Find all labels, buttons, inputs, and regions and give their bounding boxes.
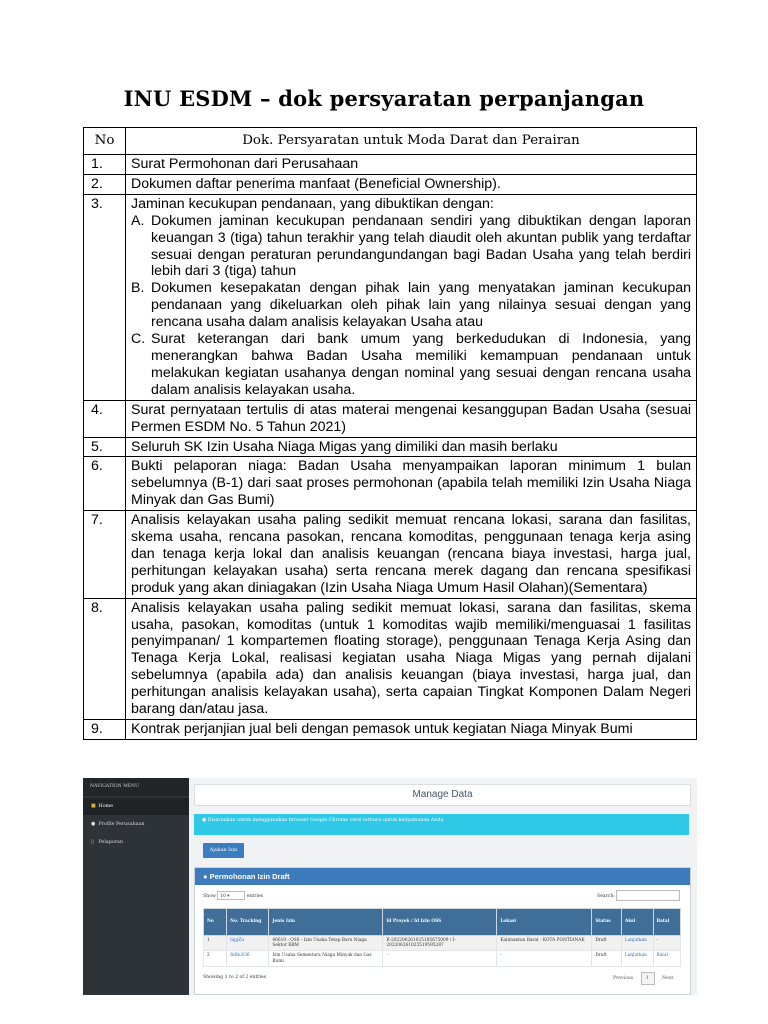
row-no: 4. xyxy=(84,400,126,437)
row-text: Surat Permohonan dari Perusahaan xyxy=(126,155,697,175)
entries-select-value: 10 xyxy=(220,894,226,899)
column-header[interactable]: No. Tracking xyxy=(227,909,269,936)
tracking-link[interactable]: InRn3O6 xyxy=(227,951,269,966)
manage-data-title: Manage Data xyxy=(194,784,691,806)
row-text: Kontrak perjanjian jual beli dengan pemasok untuk kegiatan Niaga Minyak Bumi xyxy=(126,720,697,740)
panel-title: Permohonan Izin Draft xyxy=(209,872,290,881)
batal-link[interactable]: Batal xyxy=(653,951,680,966)
lanjutkan-link[interactable]: Lanjutkan xyxy=(621,936,653,951)
panel-header xyxy=(195,868,690,885)
table-row xyxy=(204,936,681,951)
sub-item xyxy=(131,331,691,399)
previous-button[interactable]: Previous xyxy=(613,976,634,981)
search-input[interactable] xyxy=(616,890,680,901)
row-no: 5. xyxy=(84,437,126,457)
sidebar xyxy=(83,778,189,995)
cell: - xyxy=(653,936,680,951)
table-row xyxy=(84,174,697,194)
row-no: 2. xyxy=(84,174,126,194)
app-screenshot xyxy=(83,778,697,995)
sub-item-label: B. xyxy=(131,280,145,297)
showing-entries-text: Showing 1 to 2 of 2 entries xyxy=(203,975,267,980)
info-icon: ● xyxy=(202,818,207,823)
cell: Izin Usaha Sementara Niaga Minyak dan Gas Bumi xyxy=(269,951,383,966)
column-header[interactable]: No xyxy=(204,909,227,936)
sidebar-item-label: Pelaporan xyxy=(98,840,123,845)
next-button[interactable]: Next xyxy=(662,976,674,981)
tracking-link[interactable]: lajgZu xyxy=(227,936,269,951)
header-no: No xyxy=(84,128,126,155)
row-no: 1. xyxy=(84,155,126,175)
row-text: Surat pernyataan tertulis di atas materai mengenai kesanggupan Badan Usaha (sesuai Permen ESDM No. 5 Tahun 2021) xyxy=(126,400,697,437)
row-text: Bukti pelaporan niaga: Badan Usaha menyampaikan laporan minimum 1 bulan sebelumnya (B-1) dari saat proses permohonan (apabila telah memiliki Izin Usaha Niaga Minyak dan Gas Bumi) xyxy=(126,457,697,511)
table-header-row xyxy=(204,909,681,936)
sub-item-text: Dokumen jaminan kecukupan pendanaan sendiri yang dibuktikan dengan laporan keuangan 3 (tiga) tahun terakhir yang telah diaudit oleh akuntan publik yang terdaftar sesuai dengan peraturan perundangundangan bagi Badan Usaha yang telah berdiri lebih dari 3 (tiga) tahun xyxy=(151,212,691,280)
entries-select[interactable]: 10 ▾ xyxy=(217,891,245,900)
users-icon: ● xyxy=(203,872,208,881)
sub-item-label: A. xyxy=(131,212,145,229)
pagination xyxy=(613,972,673,985)
sidebar-item-home[interactable] xyxy=(83,798,189,815)
cell: Kalimantan Barat - KOTA PONTIANAK xyxy=(497,936,592,951)
sub-item-label: C. xyxy=(131,331,146,348)
row-text: Seluruh SK Izin Usaha Niaga Migas yang dimiliki dan masih berlaku xyxy=(126,437,697,457)
table-header-row xyxy=(84,128,697,155)
draft-table xyxy=(203,908,681,967)
table-row xyxy=(84,400,697,437)
sidebar-item-label: Profile Perusahaan xyxy=(98,822,145,827)
sidebar-item-pelaporan[interactable] xyxy=(83,834,189,851)
row-text-group xyxy=(126,194,697,400)
table-row xyxy=(84,155,697,175)
column-header[interactable]: Aksi xyxy=(621,909,653,936)
search-label: Search: xyxy=(597,894,615,899)
draft-panel xyxy=(194,867,691,995)
document-icon: ▯ xyxy=(91,839,94,845)
table-row xyxy=(84,720,697,740)
home-icon: ■ xyxy=(91,803,96,809)
cell: - xyxy=(383,951,497,966)
row-no: 3. xyxy=(84,194,126,400)
cell: 46610 - OSS - Izin Usaha Tetap Baru Niaga Sektor BBM xyxy=(269,936,383,951)
document-title: INU ESDM – dok persyaratan perpanjangan xyxy=(123,86,645,111)
table-row xyxy=(84,437,697,457)
sub-item xyxy=(131,280,691,331)
cell: 1 xyxy=(204,936,227,951)
row-text: Dokumen daftar penerima manfaat (Beneficial Ownership). xyxy=(126,174,697,194)
lanjutkan-link[interactable]: Lanjutkan xyxy=(621,951,653,966)
table-row xyxy=(84,511,697,599)
info-alert xyxy=(194,814,689,835)
table-row xyxy=(204,951,681,966)
cell: 2 xyxy=(204,951,227,966)
sub-item-text: Dokumen kesepakatan dengan pihak lain yang menyatakan jaminan kecukupan pendanaan yang dikeluarkan oleh pihak lain yang nilainya sesuai dengan yang rencana usaha dalam analisis kelayakan Usaha atau xyxy=(151,280,691,331)
page-1-button[interactable]: 1 xyxy=(641,972,655,985)
nav-header: NAVIGATION MENU xyxy=(83,778,189,796)
entries-label: entries xyxy=(246,894,264,899)
requirements-table xyxy=(83,127,697,740)
ajukan-izin-button[interactable]: Ajukan Izin xyxy=(203,843,244,858)
row-text: Jaminan kecukupan pendanaan, yang dibuktikan dengan: xyxy=(131,195,494,212)
cell: Draft xyxy=(592,951,622,966)
row-no: 6. xyxy=(84,457,126,511)
sidebar-item-label: Home xyxy=(98,804,113,809)
cell: Draft xyxy=(592,936,622,951)
row-text: Analisis kelayakan usaha paling sedikit memuat lokasi, sarana dan fasilitas, skema usaha, pasokan, komoditas (untuk 1 komoditas wajib memiliki/menguasai 1 fasilitas penyimpanan/ 1 kompartemen floating storage), penggunaan Tenaga Kerja Asing dan Tenaga Kerja Lokal, realisasi kegiatan usaha Niaga Migas yang pernah dijalani sebelumnya (apabila ada) dan analisis keuangan (biaya investasi, harga jual, dan perhitungan analisis kelayakan usaha), serta capaian Tingkat Komponen Dalam Negeri barang dan/atau jasa. xyxy=(126,598,697,719)
cell: - xyxy=(497,951,592,966)
sidebar-item-profile[interactable] xyxy=(83,816,189,833)
show-label: Show xyxy=(203,894,216,899)
sub-item-text: Surat keterangan dari bank umum yang berkedudukan di Indonesia, yang menerangkan bahwa Badan Usaha memiliki kemampuan pendanaan untuk melakukan kegiatan usahanya dengan nominal yang sesuai dengan rencana usaha dalam analisis kelayakan usaha. xyxy=(151,331,691,398)
column-header[interactable]: Jenis Izin xyxy=(269,909,383,936)
cell: R-202206261025185675009 / I-202206261025519595287 xyxy=(383,936,497,951)
column-header[interactable]: Lokasi xyxy=(497,909,592,936)
column-header[interactable]: Id Proyek / Id Izin OSS xyxy=(383,909,497,936)
sub-item xyxy=(131,213,691,281)
info-text: Disarankan untuk menggunakan browser Google Chrome versi terbaru untuk kenyamanan Anda xyxy=(207,818,444,823)
table-row xyxy=(84,457,697,511)
show-entries xyxy=(203,891,263,900)
row-text: Analisis kelayakan usaha paling sedikit memuat rencana lokasi, sarana dan fasilitas, skema usaha, rencana pasokan, rencana komoditas, penggunaan tenaga kerja asing dan tenaga kerja lokal dan analisis keuangan (rencana biaya investasi, harga jual, perhitungan kelayakan usaha) serta rencana merek dagang dan rencana spesifikasi produk yang akan diniagakan (Izin Usaha Niaga Umum Hasil Olahan)(Sementara) xyxy=(126,511,697,599)
column-header[interactable]: Status xyxy=(592,909,622,936)
row-no: 8. xyxy=(84,598,126,719)
row-no: 9. xyxy=(84,720,126,740)
column-header[interactable]: Batal xyxy=(653,909,680,936)
table-row xyxy=(84,598,697,719)
user-icon: ● xyxy=(91,821,96,827)
header-doc: Dok. Persyaratan untuk Moda Darat dan Perairan xyxy=(126,128,697,155)
row-no: 7. xyxy=(84,511,126,599)
table-row xyxy=(84,194,697,400)
